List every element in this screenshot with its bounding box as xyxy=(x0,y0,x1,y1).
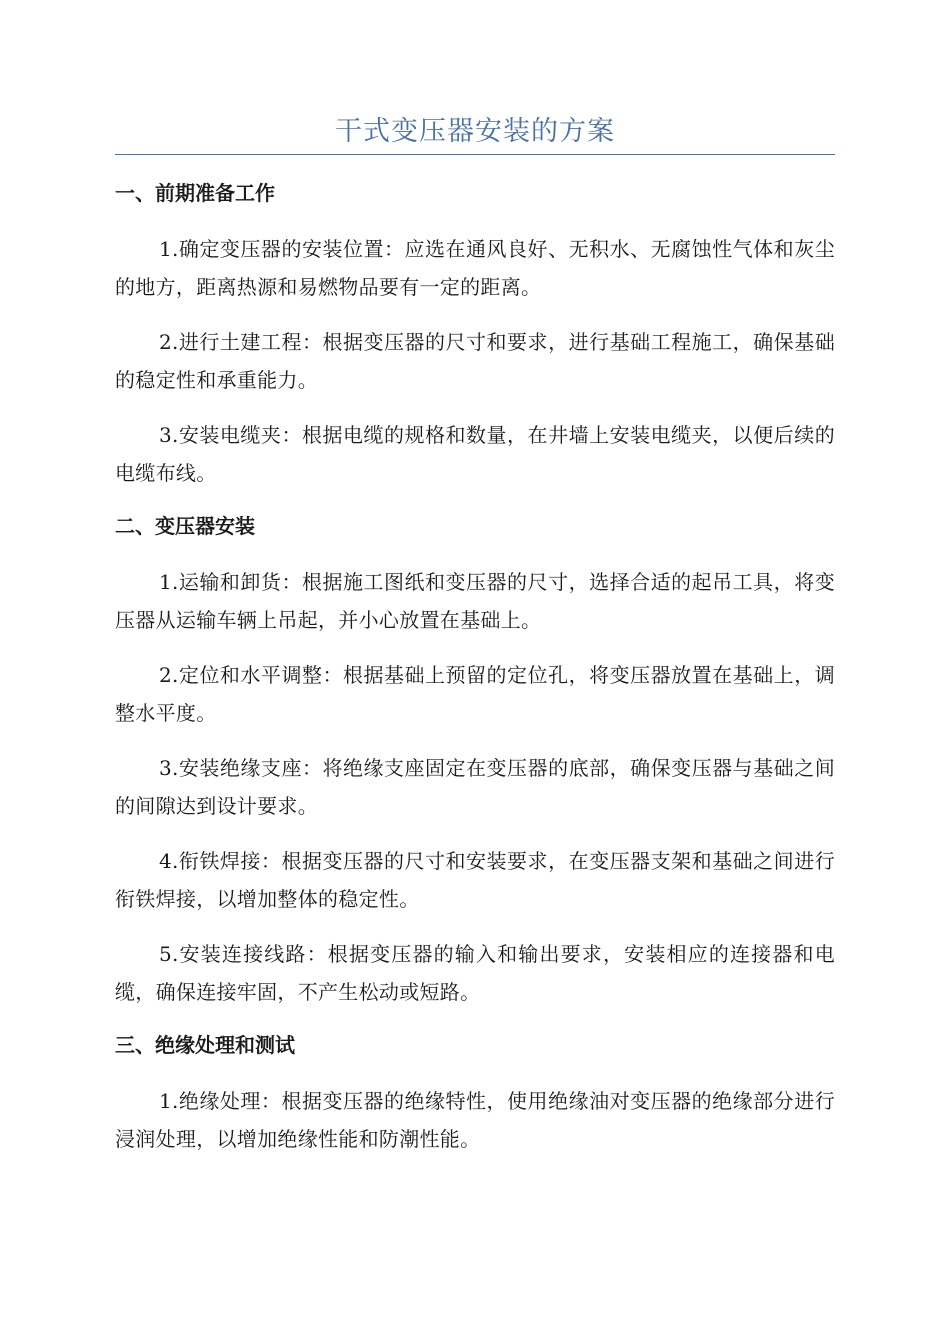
document-body xyxy=(115,176,835,1175)
section-heading: 一、前期准备工作 xyxy=(115,181,275,205)
section-heading: 二、变压器安装 xyxy=(115,514,255,538)
section-paragraph: 5.安装连接线路：根据变压器的输入和输出要求，安装相应的连接器和电缆，确保连接牢固，不产生松动或短路。 xyxy=(115,942,835,1004)
section-heading: 三、绝缘处理和测试 xyxy=(115,1033,295,1057)
section-paragraph: 4.衔铁焊接：根据变压器的尺寸和安装要求，在变压器支架和基础之间进行衔铁焊接，以增加整体的稳定性。 xyxy=(115,849,835,911)
section-paragraph: 1.确定变压器的安装位置：应选在通风良好、无积水、无腐蚀性气体和灰尘的地方，距离热源和易燃物品要有一定的距离。 xyxy=(115,237,835,299)
section-paragraph: 2.定位和水平调整：根据基础上预留的定位孔，将变压器放置在基础上，调整水平度。 xyxy=(115,663,835,725)
section-paragraph: 3.安装电缆夹：根据电缆的规格和数量，在井墙上安装电缆夹，以便后续的电缆布线。 xyxy=(115,423,835,485)
section-paragraph: 2.进行土建工程：根据变压器的尺寸和要求，进行基础工程施工，确保基础的稳定性和承重能力。 xyxy=(115,330,835,392)
section-paragraph: 1.运输和卸货：根据施工图纸和变压器的尺寸，选择合适的起吊工具，将变压器从运输车辆上吊起，并小心放置在基础上。 xyxy=(115,570,835,632)
section-paragraph: 1.绝缘处理：根据变压器的绝缘特性，使用绝缘油对变压器的绝缘部分进行浸润处理，以增加绝缘性能和防潮性能。 xyxy=(115,1089,835,1151)
title-underline xyxy=(115,154,835,155)
document-title: 干式变压器安装的方案 xyxy=(335,116,615,147)
section-paragraph: 3.安装绝缘支座：将绝缘支座固定在变压器的底部，确保变压器与基础之间的间隙达到设计要求。 xyxy=(115,756,835,818)
